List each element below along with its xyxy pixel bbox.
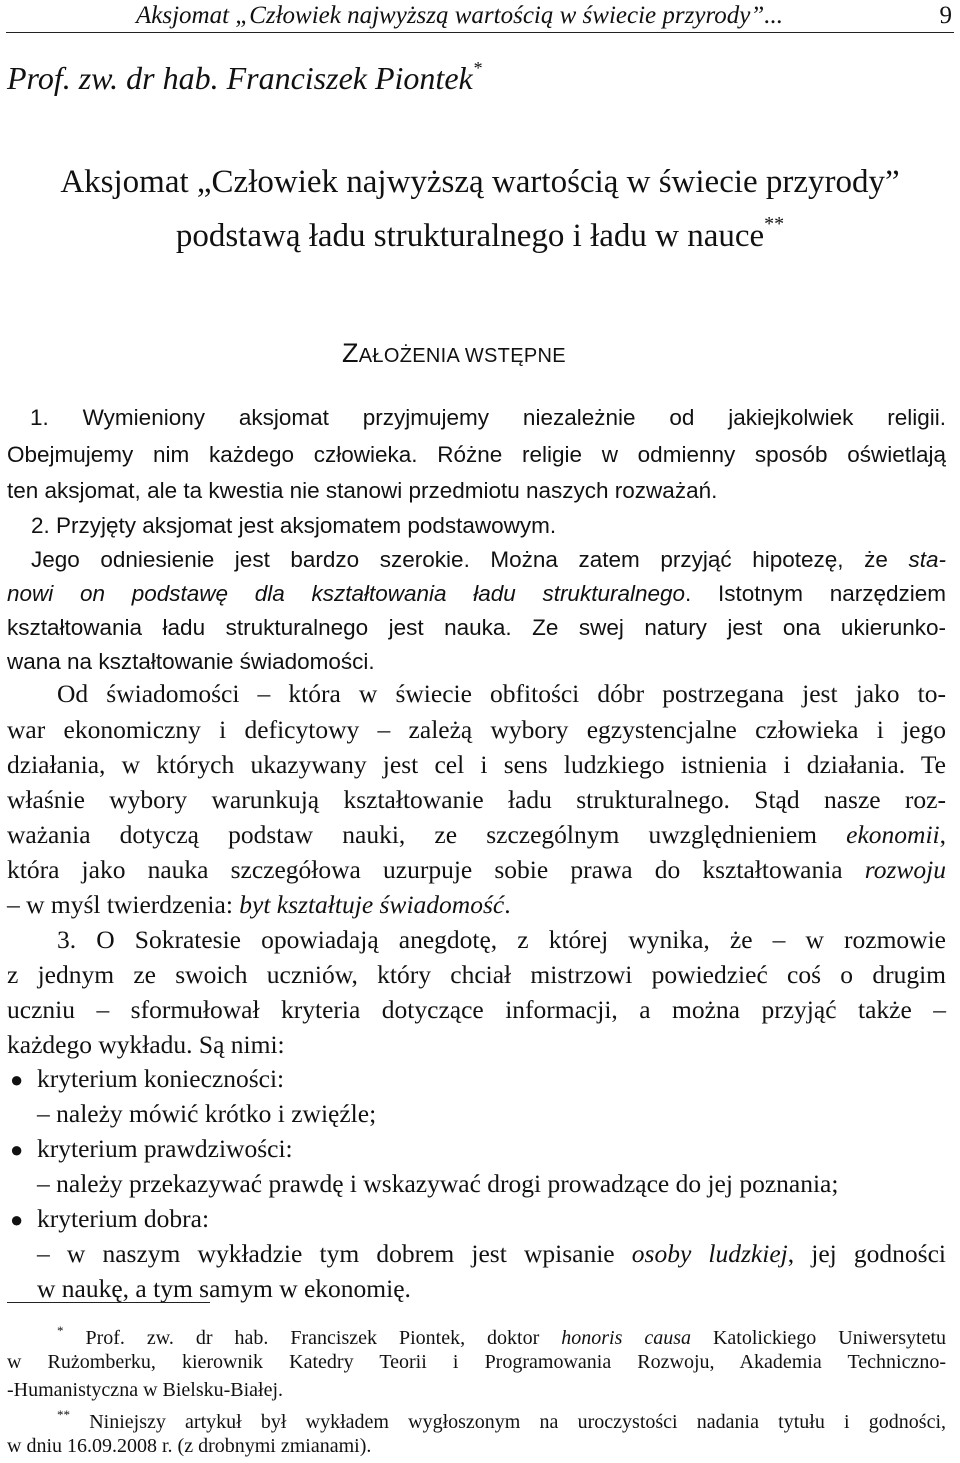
paragraph-1-line-1: 1. Wymieniony aksjomat przyjmujemy niezależnie od jakiejkolwiek religii. <box>30 405 946 430</box>
article-title-line-1: Aksjomat „Człowiek najwyższą wartością w świecie przyrody” <box>60 164 900 200</box>
paragraph-2-line-1: 2. Przyjęty aksjomat jest aksjomatem podstawowym. <box>31 513 557 538</box>
paragraph-3-line-7: – w myśl twierdzenia: byt kształtuje świadomość. <box>7 890 511 919</box>
footnote-1-line-3: -Humanistyczna w Bielsku-Białej. <box>7 1379 284 1401</box>
paragraph-2-line-4: kształtowania ładu strukturalnego jest nauka. Ze swej natury jest ona ukierunko- <box>7 615 946 640</box>
paragraph-1-line-3: ten aksjomat, ale ta kwestia nie stanowi przedmiotu naszych rozważań. <box>7 478 718 503</box>
criterion-3: kryterium dobra: <box>37 1204 210 1233</box>
footnote-1-line-1: * Prof. zw. dr hab. Franciszek Piontek, doktor honoris causa Katolickiego Uniwersytetu <box>57 1323 947 1349</box>
paragraph-3-line-5: ważania dotyczą podstaw nauki, ze szczególnym uwzględnieniem ekonomii, <box>7 820 946 849</box>
paragraph-2-line-3: nowi on podstawę dla kształtowania ładu strukturalnego. Istotnym narzędziem <box>7 581 947 606</box>
paragraph-2-line-2: Jego odniesienie jest bardzo szerokie. Można zatem przyjąć hipotezę, że sta- <box>31 547 946 572</box>
bullet-icon: ● <box>10 1137 24 1162</box>
running-header <box>6 0 954 33</box>
paragraph-3-line-6: która jako nauka szczegółowa uzurpuje sobie prawa do kształtowania rozwoju <box>7 855 946 884</box>
author-name: Prof. zw. dr hab. Franciszek Piontek <box>7 60 473 96</box>
title-footnote-mark: ** <box>764 213 785 235</box>
bullet-icon: ● <box>10 1207 24 1232</box>
author-footnote-mark: * <box>472 58 482 78</box>
criterion-2-detail: – należy przekazywać prawdę i wskazywać drogi prowadzące do jej poznania; <box>37 1169 839 1198</box>
running-title: Aksjomat „Człowiek najwyższą wartością w świecie przyrody”... <box>136 2 783 29</box>
paragraph-4-line-3: uczniu – sformułował kryteria dotyczące informacji, a można przyjąć także – <box>7 995 946 1024</box>
footnote-1-line-2: w Rużomberku, kierownik Katedry Teorii i Programowania Rozwoju, Akademia Techniczno- <box>7 1351 946 1373</box>
article-title-line-2: podstawą ładu strukturalnego i ładu w nauce** <box>175 213 785 254</box>
section-heading: ZAŁOŻENIA WSTĘPNE <box>342 338 566 368</box>
criterion-3-detail: – w naszym wykładzie tym dobrem jest wpisanie osoby ludzkiej, jej godności <box>37 1239 946 1268</box>
criterion-1: kryterium konieczności: <box>37 1064 285 1093</box>
paragraph-1-line-2: Obejmujemy nim każdego człowieka. Różne religie w odmienny sposób oświetlają <box>7 442 946 467</box>
bullet-icon: ● <box>10 1067 24 1092</box>
criterion-2: kryterium prawdziwości: <box>37 1134 293 1163</box>
footnote-2-line-2: w dniu 16.09.2008 r. (z drobnymi zmianami). <box>7 1435 372 1457</box>
page-number: 9 <box>939 2 952 29</box>
paragraph-3-line-4: właśnie wybory warunkują kształtowanie ładu strukturalnego. Stąd nasze roz- <box>7 785 946 814</box>
paragraph-3-line-1: Od świadomości – która w świecie obfitości dóbr postrzegana jest jako to- <box>57 679 946 708</box>
paragraph-4-line-1: 3. O Sokratesie opowiadają anegdotę, z której wynika, że – w rozmowie <box>57 925 946 954</box>
criterion-1-detail: – należy mówić krótko i zwięźle; <box>37 1099 377 1128</box>
paragraph-4-line-2: z jednym ze swoich uczniów, który chciał mistrzowi powiedzieć coś o drugim <box>7 960 946 989</box>
paragraph-3-line-2: war ekonomiczny i deficytowy – zależą wybory egzystencjalne człowieka i jego <box>7 715 946 744</box>
paragraph-3-line-3: działania, w których ukazywany jest cel i sens ludzkiego istnienia i działania. Te <box>7 750 946 779</box>
paragraph-4-line-4: każdego wykładu. Są nimi: <box>7 1030 285 1059</box>
footnote-rule <box>7 1302 210 1303</box>
paragraph-2-line-5: wana na kształtowanie świadomości. <box>7 649 375 674</box>
author-line <box>7 58 482 97</box>
footnote-2-line-1: ** Niniejszy artykuł był wykładem wygłoszonym na uroczystości nadania tytułu i godności, <box>57 1407 946 1433</box>
criterion-3-detail-cont: w naukę, a tym samym w ekonomię. <box>37 1274 411 1303</box>
